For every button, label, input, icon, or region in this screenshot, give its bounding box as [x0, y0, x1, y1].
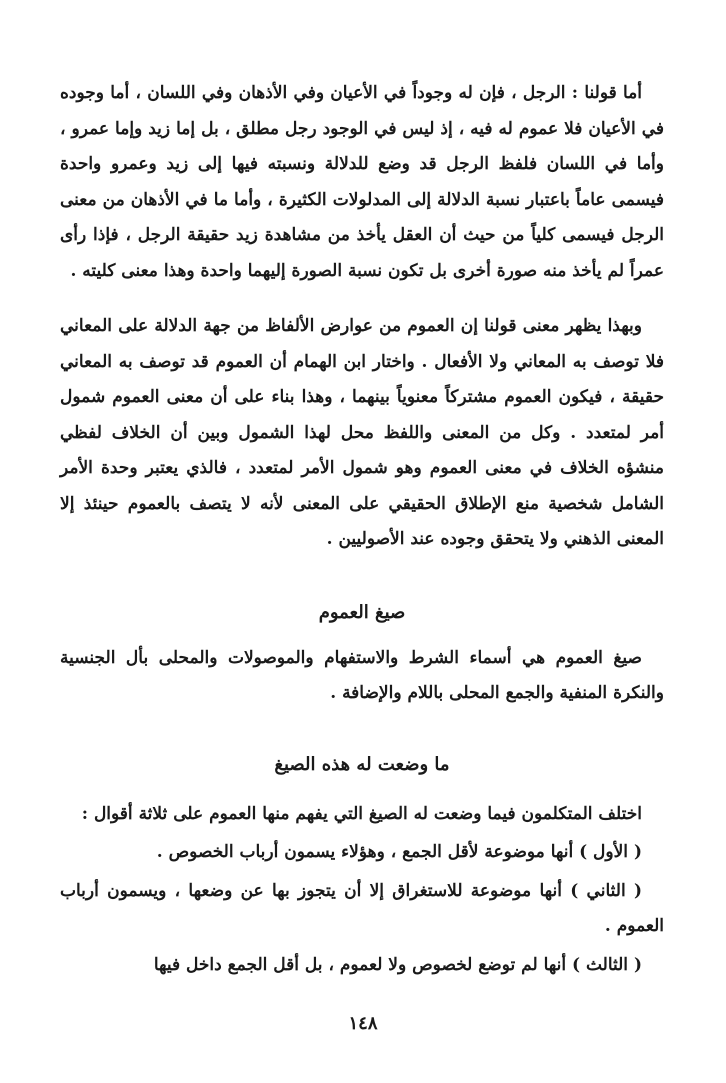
section-heading-what-forms-were-set-for: ما وضعت له هذه الصيغ	[274, 753, 450, 775]
paragraph-three-opinions-intro: اختلف المتكلمون فيما وضعت له الصيغ التي يفهم منها العموم على ثلاثة أقوال :	[81, 803, 642, 824]
opinion-second: ( الثاني ) أنها موضوعة للاستغراق إلا أن يتجوز بها عن وضعها ، ويسمون أرباب العموم .	[60, 880, 664, 936]
paragraph-forms-list: صيغ العموم هي أسماء الشرط والاستفهام والموصولات والمحلى بأل الجنسية والنكرة المنفية والجمع المحلى باللام والإضافة .	[60, 647, 664, 703]
paragraph-rajul-existence: أما قولنا : الرجل ، فإن له وجوداً في الأعيان وفي الأذهان وفي اللسان ، أما وجوده في الأعيان فلا عموم له فيه ، إذ ليس في الوجود رجل مطلق ، بل إما زيد وإما عمرو ، وأما في اللسان فلفظ الرجل قد وضع للدلالة ونسبته فيها إلى زيد وعمرو واحدة فيسمى عاماً باعتبار نسبة الدلالة إلى المدلولات الكثيرة ، وأما ما في الأذهان من معنى الرجل فيسمى كلياً من حيث أن العقل يأخذ من مشاهدة زيد حقيقة الرجل ، فإذا رأى عمراً لم يأخذ منه صورة أخرى بل تكون نسبة الصورة إليهما واحدة وهذا معنى كليته .	[60, 83, 664, 281]
paragraph-generality-meaning: وبهذا يظهر معنى قولنا إن العموم من عوارض الألفاظ من جهة الدلالة على المعاني فلا توصف به المعاني ولا الأفعال . واختار ابن الهمام أن العموم قد توصف به المعاني حقيقة ، فيكون العموم مشتركاً معنوياً بينهما ، وهذا بناء على أن معنى العموم شمول أمر لمتعدد . وكل من المعنى واللفظ محل لهذا الشمول وبين أن الخلاف لفظي منشؤه الخلاف في معنى العموم وهو شمول الأمر لمتعدد ، فالذي يعتبر وحدة الأمر الشامل شخصية منع الإطلاق الحقيقي على المعنى لأنه لا يتصف بالعموم حينئذ إلا المعنى الذهني ولا يتحقق وجوده عند الأصوليين .	[60, 316, 664, 549]
opinion-first: ( الأول ) أنها موضوعة لأقل الجمع ، وهؤلاء يسمون أرباب الخصوص .	[156, 842, 642, 862]
opinion-third: ( الثالث ) أنها لم توضع لخصوص ولا لعموم ، بل أقل الجمع داخل فيها	[153, 954, 642, 975]
section-heading-forms-of-generality: صيغ العموم	[318, 601, 406, 623]
page-number: ١٤٨	[348, 1013, 378, 1034]
